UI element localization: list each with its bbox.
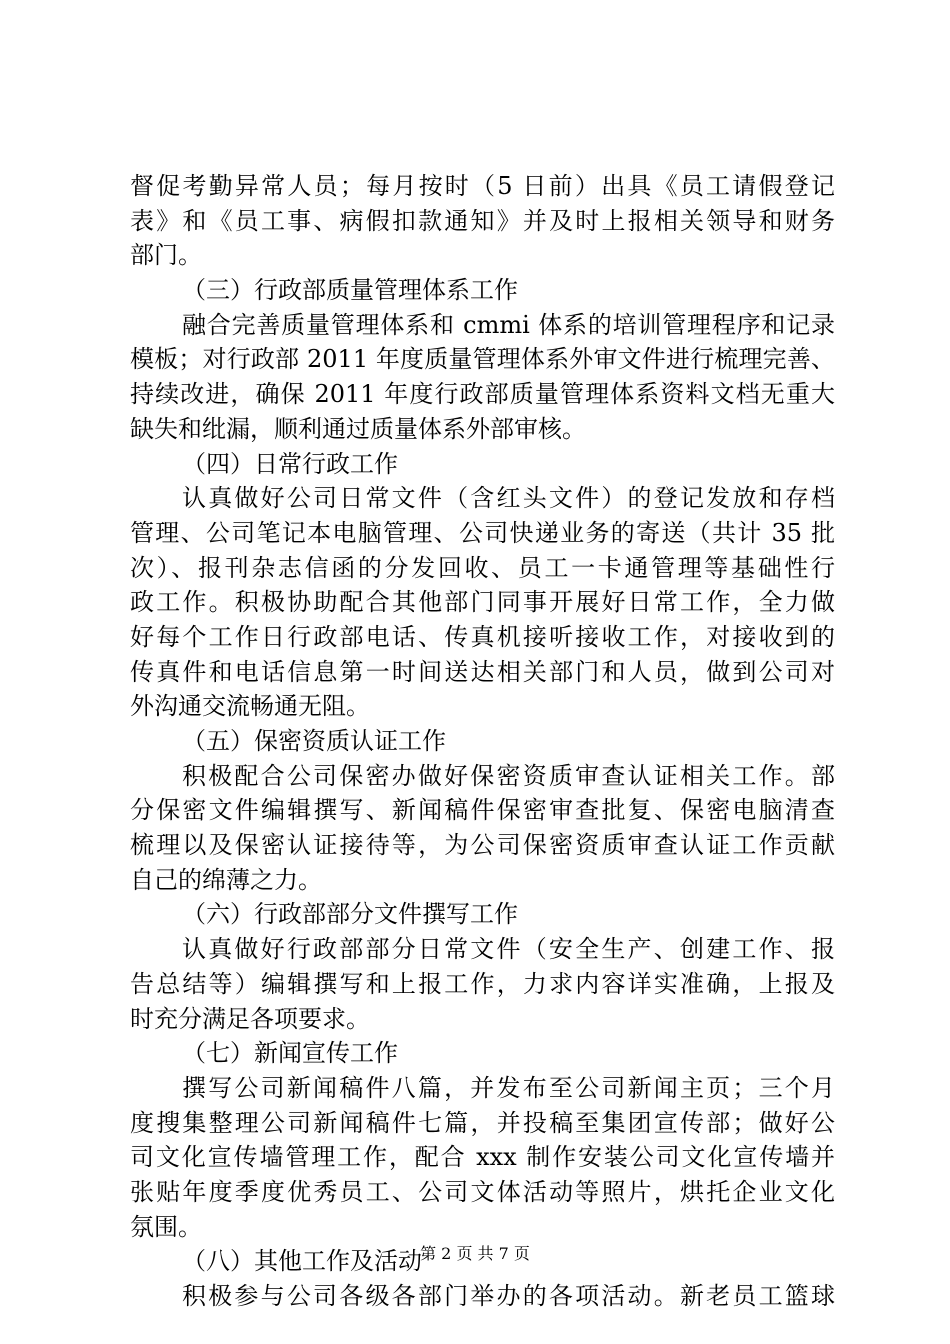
paragraph-line: 好每个工作日行政部电话、传真机接听接收工作，对接收到的 (130, 622, 835, 651)
paragraph-line: 积极配合公司保密办做好保密资质审查认证相关工作。部 (182, 761, 835, 790)
paragraph-line: 撰写公司新闻稿件八篇，并发布至公司新闻主页；三个月 (182, 1073, 835, 1102)
section-heading: （六）行政部部分文件撰写工作 (182, 900, 518, 929)
section-heading: （七）新闻宣传工作 (182, 1039, 398, 1068)
paragraph-line: 表》和《员工事、病假扣款通知》并及时上报相关领导和财务 (130, 206, 835, 235)
paragraph-line: 告总结等）编辑撰写和上报工作，力求内容详实准确，上报及 (130, 969, 835, 998)
page-footer: 第 2 页 共 7 页 (420, 1244, 530, 1263)
paragraph-line: 次）、报刊杂志信函的分发回收、员工一卡通管理等基础性行 (130, 553, 835, 582)
paragraph-line: 缺失和纰漏，顺利通过质量体系外部审核。 (130, 414, 586, 443)
section-heading: （四）日常行政工作 (182, 449, 398, 478)
paragraph-line: 司文化宣传墙管理工作，配合 xxx 制作安装公司文化宣传墙并 (130, 1143, 835, 1172)
paragraph-line: 时充分满足各项要求。 (130, 1004, 370, 1033)
section-heading: （三）行政部质量管理体系工作 (182, 276, 518, 305)
paragraph-line: 自己的绵薄之力。 (130, 865, 322, 894)
paragraph-line: 梳理以及保密认证接待等，为公司保密资质审查认证工作贡献 (130, 831, 835, 860)
paragraph-line: 传真件和电话信息第一时间送达相关部门和人员，做到公司对 (130, 657, 835, 686)
section-heading: （五）保密资质认证工作 (182, 727, 446, 755)
paragraph-line: 张贴年度季度优秀员工、公司文体活动等照片，烘托企业文化 (130, 1177, 835, 1206)
paragraph-line: 积极参与公司各级各部门举办的各项活动。新老员工篮球 (182, 1282, 835, 1310)
paragraph-line: 政工作。积极协助配合其他部门同事开展好日常工作，全力做 (130, 588, 835, 617)
paragraph-line: 持续改进，确保 2011 年度行政部质量管理体系资料文档无重大 (130, 380, 835, 409)
paragraph-line: 融合完善质量管理体系和 cmmi 体系的培训管理程序和记录 (182, 310, 835, 339)
paragraph-line: 分保密文件编辑撰写、新闻稿件保密审查批复、保密电脑清查 (130, 796, 835, 825)
paragraph-line: 督促考勤异常人员；每月按时（5 日前）出具《员工请假登记 (130, 172, 835, 200)
paragraph-line: 部门。 (130, 241, 202, 270)
paragraph-line: 认真做好公司日常文件（含红头文件）的登记发放和存档 (182, 484, 835, 513)
section-heading: （八）其他工作及活动 (182, 1247, 422, 1276)
paragraph-line: 模板；对行政部 2011 年度质量管理体系外审文件进行梳理完善、 (130, 345, 835, 374)
document-body (130, 169, 835, 1314)
paragraph-line: 氛围。 (130, 1212, 202, 1241)
paragraph-line: 外沟通交流畅通无阻。 (130, 692, 370, 721)
paragraph-line: 度搜集整理公司新闻稿件七篇，并投稿至集团宣传部；做好公 (130, 1108, 835, 1137)
paragraph-line: 管理、公司笔记本电脑管理、公司快递业务的寄送（共计 35 批 (130, 518, 835, 547)
paragraph-line: 认真做好行政部部分日常文件（安全生产、创建工作、报 (182, 935, 835, 964)
